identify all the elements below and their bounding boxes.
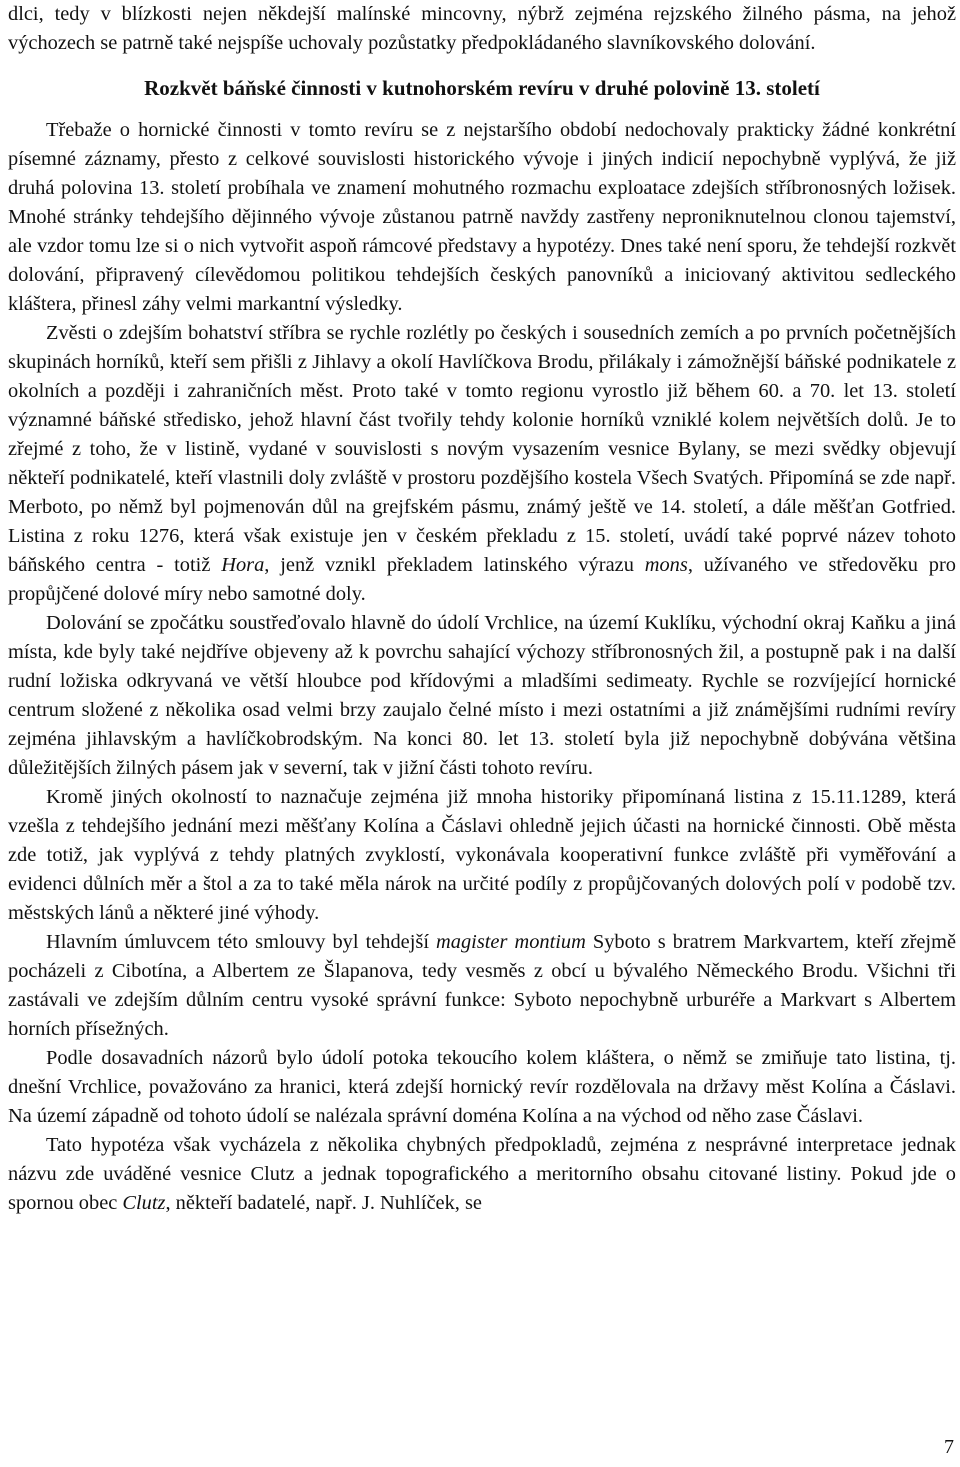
paragraph-6: Podle dosavadních názorů bylo údolí potoka tekoucího kolem kláštera, o němž se zmiňuje tato listina, tj. dnešní Vrchlice, považováno za hranici, která zdejší hornický revír rozdělovala na državy měst Kolína a Čáslavi. Na území západně od tohoto údolí se nalézala správní doména Kolína a na východ od něho zase Čáslavi. bbox=[8, 1047, 956, 1127]
p2-text-a: Zvěsti o zdejším bohatství stříbra se rychle rozlétly po českých i sousedních zemích a po prvních početnějších skupinách horníků, kteří sem přišli z Jihlavy a okolí Havlíčkova Brodu, přilákaly i zámožnější báňské podnikatele z okolních a později i zahraničních měst. Proto také v tomto regionu vyrostlo již během 60. a 70. let 13. století významné báňské středisko, jehož hlavní část tvořily tehdy kolonie horníků vzniklé kolem největších dolů. Je to zřejmé z toho, že v listině, vydané v souvislosti s novým vysazením vesnice Bylany, se mezi svědky objevují někteří podnikatelé, kteří vlastnili doly zvláště v prostoru pozdějšího kostela Všech Svatých. Připomíná se zde např. Merboto, po němž byl pojmenován důl na grejfském pásmu, známý ještě ve 14. století, a dále měšťan Gotfried. Listina z roku 1276, která však existuje jen v českém překladu z 15. století, uvádí také poprvé název tohoto báňského centra - totiž bbox=[8, 322, 956, 576]
page-number: 7 bbox=[944, 1436, 954, 1458]
p2-text-b: , jenž vznikl překladem latinského výrazu bbox=[264, 554, 645, 576]
paragraph-2 bbox=[8, 319, 956, 609]
intro-paragraph: dlci, tedy v blízkosti nejen někdejší malínské mincovny, nýbrž zejména rejzského žilného pásma, na jehož výchozech se patrně také nejspíše uchovaly pozůstatky předpokládaného slavníkovského dolování. bbox=[8, 3, 956, 54]
p7-text-a: Tato hypotéza však vycházela z několika chybných předpokladů, zejména z nesprávné interpretace jednak názvu zde uváděné vesnice Clutz a jednak topografického a meritorního obsahu citované listiny. Pokud jde o spornou obec bbox=[8, 1134, 956, 1214]
paragraph-1: Třebaže o hornické činnosti v tomto revíru se z nejstaršího období nedochovaly prakticky žádné konkrétní písemné záznamy, přesto z celkové souvislosti historického vývoje i jiných indicií nepochybně vyplývá, že již druhá polovina 13. století probíhala ve znamení mohutného rozmachu exploatace zdejších stříbronosných ložisek. Mnohé stránky tehdejšího dějinného vývoje zůstanou patrně navždy zastřeny neproniknutelnou clonou tajemství, ale vzdor tomu lze si o nich vytvořit aspoň rámcové představy a hypotézy. Dnes také není sporu, že tehdejší rozkvět dolování, připravený cílevědomou politikou tehdejších českých panovníků a iniciovaný aktivitou sedleckého kláštera, přinesl záhy velmi markantní výsledky. bbox=[8, 119, 956, 315]
p5-text-b: Syboto s bratrem Markvartem, kteří zřejmě pocházeli z Cibotína, a Albertem ze Šlapanova, tedy vesměs z obcí u bývalého Německého Brodu. Všichni tři zastávali ve zdejším důlním centru vysoké správní funkce: Syboto nepochybně urburéře a Markvart s Albertem horních přísežných. bbox=[8, 931, 956, 1040]
paragraph-7 bbox=[8, 1131, 956, 1218]
p2-term-mons: mons bbox=[644, 554, 688, 576]
section-heading: Rozkvět báňské činnosti v kutnohorském revíru v druhé polovině 13. století bbox=[144, 76, 820, 100]
document-page bbox=[8, 0, 956, 1218]
p7-text-b: , někteří badatelé, např. J. Nuhlíček, se bbox=[165, 1192, 482, 1214]
paragraph-4: Kromě jiných okolností to naznačuje zejména již mnoha historiky připomínaná listina z 15.11.1289, která vzešla z tehdejšího jednání mezi měšťany Kolína a Čáslavi ohledně jejich účasti na hornické činnosti. Obě města zde totiž, jak vyplývá z tehdy platných zvyklostí, vykonávala kooperativní funkce zvláště při vyměřování a evidenci důlních měr a štol a za to také měla nárok na určité podíly z propůjčovaných dolových polí v podobě tzv. městských lánů a některé jiné výhody. bbox=[8, 786, 956, 924]
p5-text-a: Hlavním úmluvcem této smlouvy byl tehdejší bbox=[46, 931, 437, 953]
p5-term-magister: magister montium bbox=[436, 931, 586, 953]
paragraph-5 bbox=[8, 928, 956, 1044]
p2-term-hora: Hora bbox=[221, 554, 265, 576]
paragraph-3: Dolování se zpočátku soustřeďovalo hlavně do údolí Vrchlice, na území Kuklíku, východní okraj Kaňku a jiná místa, kde byly také nejdříve objeveny až k povrchu sahající výchozy stříbronosných žil, a postupně pak i na další rudní ložiska odkryvaná ve větší hloubce pod křídovými a mladšími sedimeaty. Rychle se rozvíjející hornické centrum složené z několika osad velmi brzy zaujalo čelné místo i mezi ostatními a již známějšími rudními revíry zejména jihlavským a havlíčkobrodským. Na konci 80. let 13. století byla již nepochybně dobývána většina důležitějších žilných pásem jak v severní, tak v jižní části tohoto revíru. bbox=[8, 612, 956, 779]
p2-text-c: , užívaného ve středověku pro propůjčené dolové míry nebo samotné doly. bbox=[8, 554, 956, 605]
p7-term-clutz: Clutz bbox=[122, 1192, 166, 1214]
